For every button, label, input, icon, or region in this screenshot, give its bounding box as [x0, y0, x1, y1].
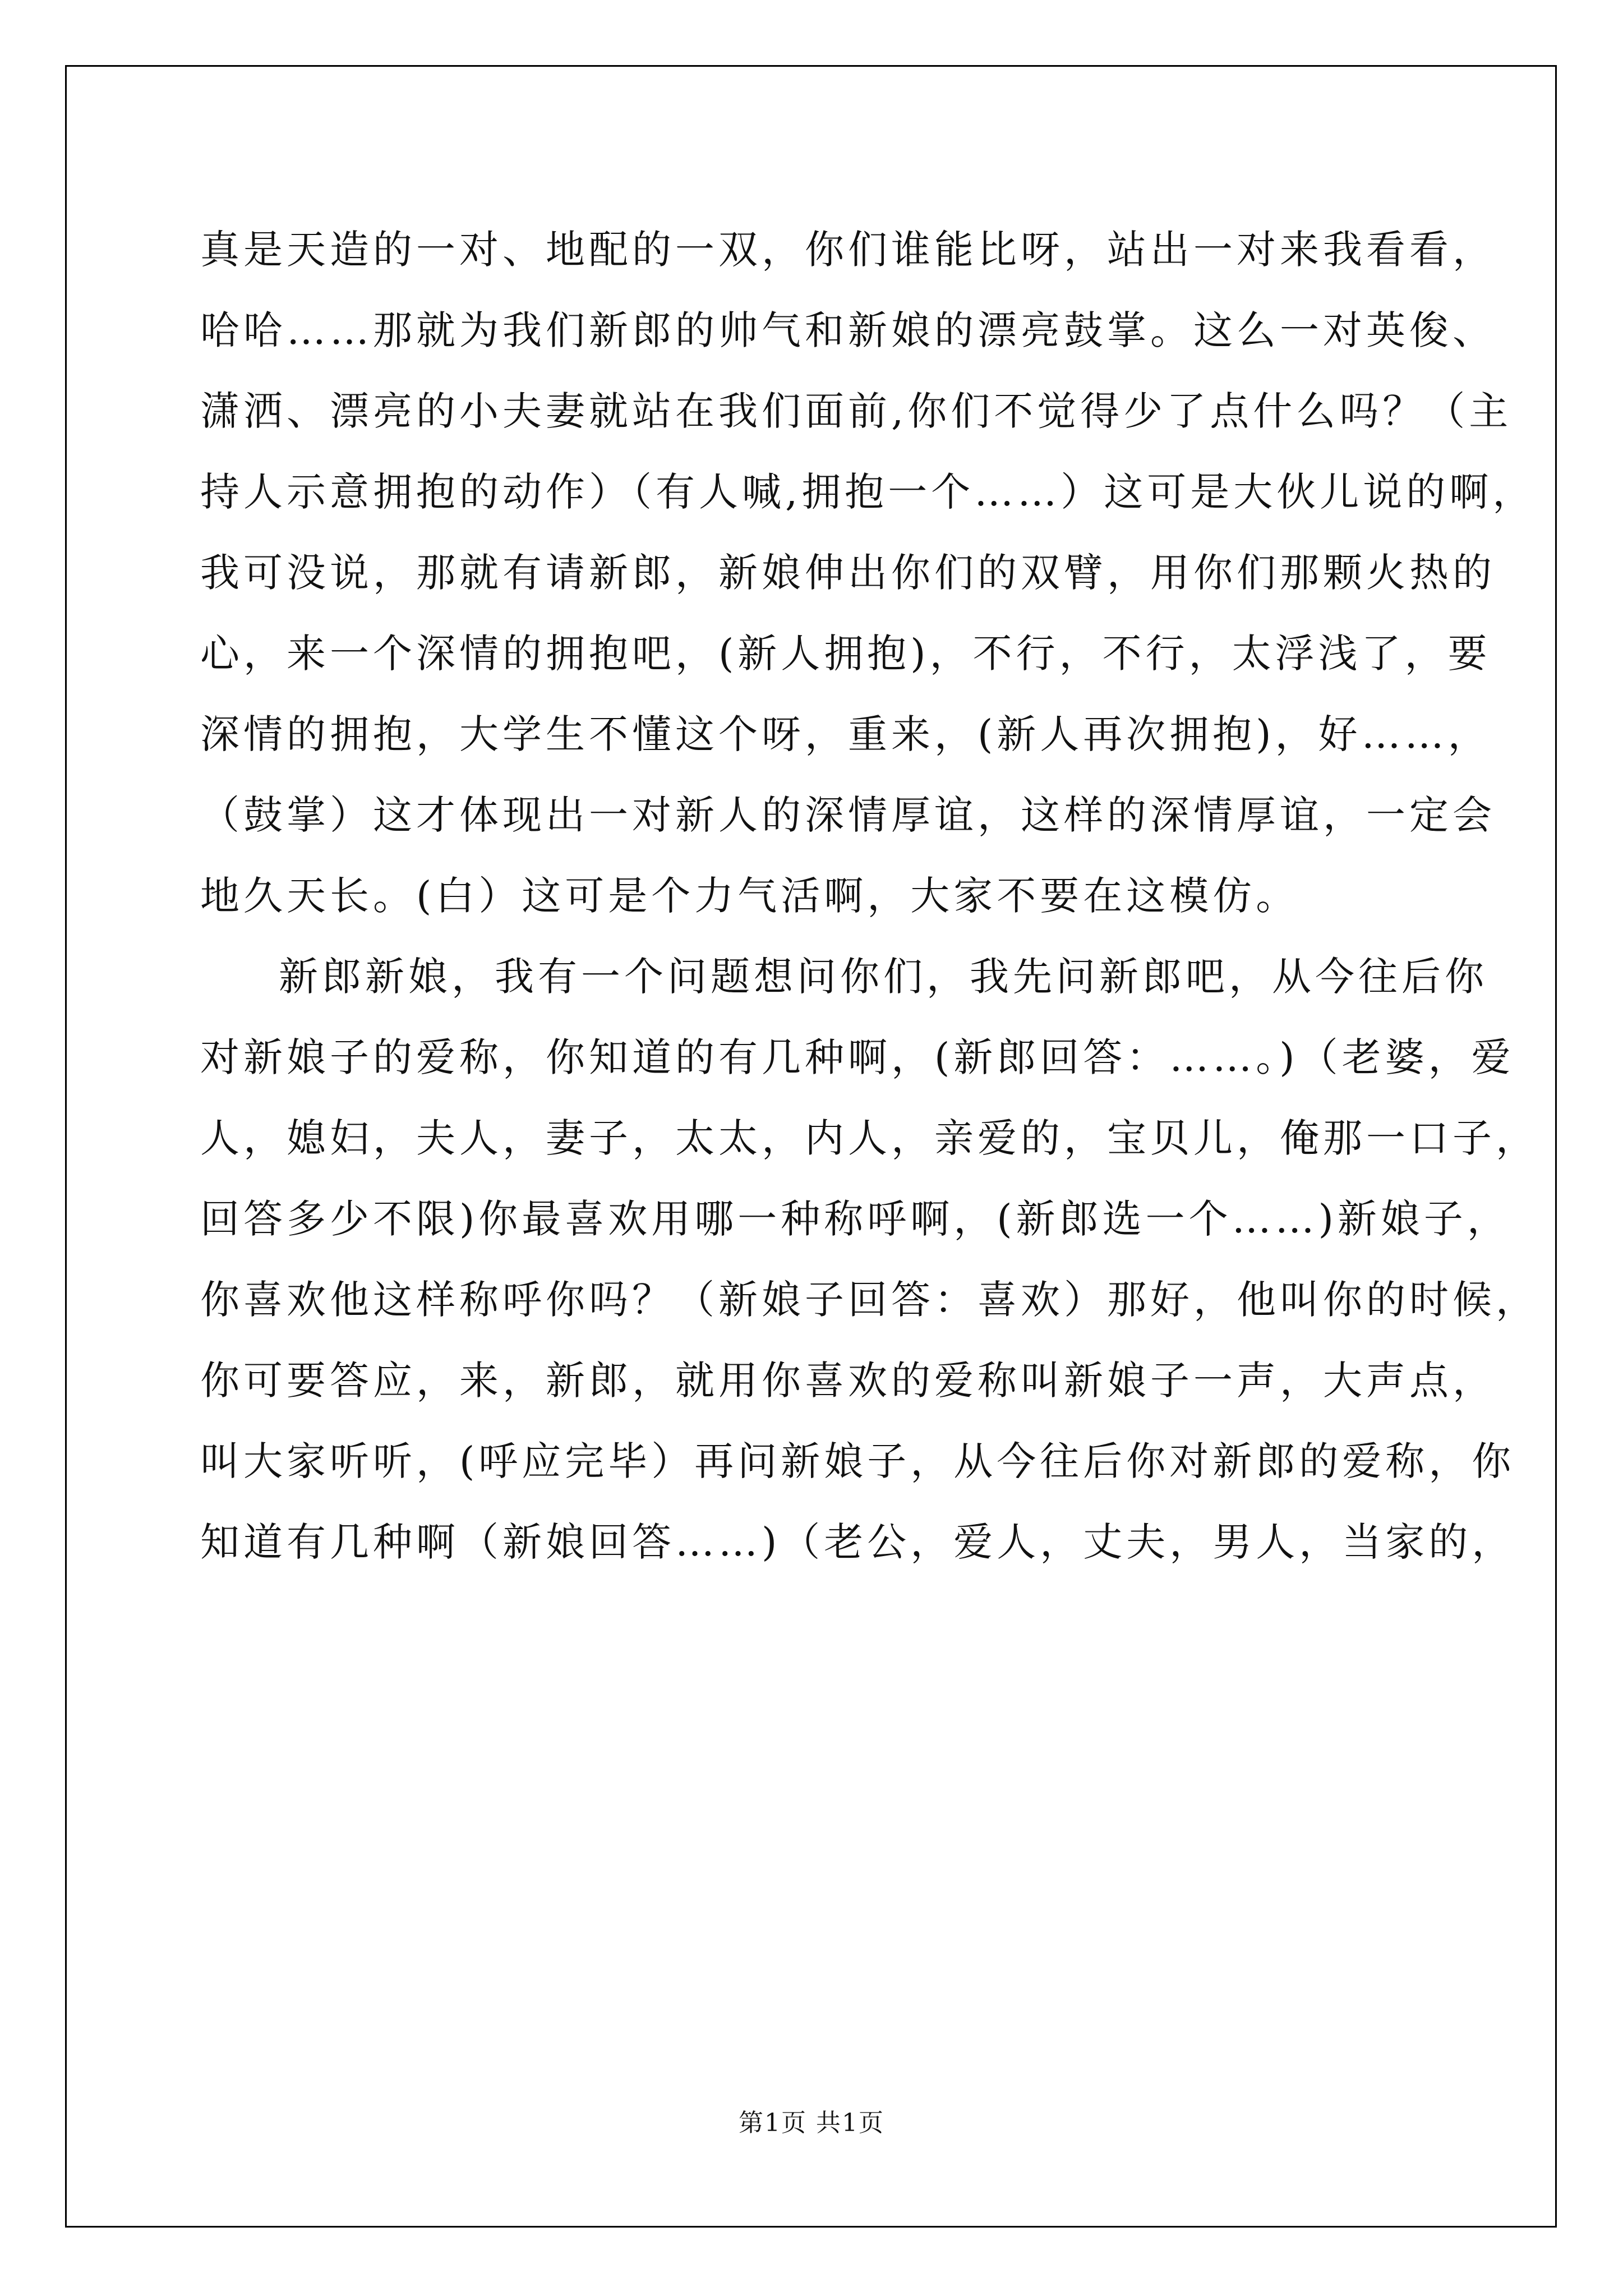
- paragraph-2-line-5: 你喜欢他这样称呼你吗？（新娘子回答：喜欢）那好，他叫你的时候，: [200, 1277, 1539, 1323]
- paragraph-1-line-2: 哈哈……那就为我们新郎的帅气和新娘的漂亮鼓掌。这么一对英俊、: [200, 307, 1496, 353]
- paragraph-1-line-1: 真是天造的一对、地配的一双，你们谁能比呀，站出一对来我看看，: [200, 227, 1496, 273]
- paragraph-2-line-8: 知道有几种啊（新娘回答……)（老公，爱人，丈夫，男人，当家的，: [200, 1519, 1515, 1565]
- paragraph-1-line-9: 地久天长。(白）这可是个力气活啊，大家不要在这模仿。: [200, 873, 1299, 919]
- paragraph-1-line-4: 持人示意拥抱的动作）（有人喊,拥抱一个……）这可是大伙儿说的啊，: [200, 469, 1536, 515]
- paragraph-2-line-4: 回答多少不限)你最喜欢用哪一种称呼啊，(新郎选一个……)新娘子，: [200, 1196, 1510, 1242]
- paragraph-2-line-3: 人，媳妇，夫人，妻子，太太，内人，亲爱的，宝贝儿，俺那一口子，: [200, 1115, 1539, 1161]
- paragraph-2-line-1: 新郎新娘，我有一个问题想问你们，我先问新郎吧，从今往后你: [279, 954, 1488, 1000]
- paragraph-2-line-7: 叫大家听听，(呼应完毕）再问新娘子，从今往后你对新郎的爱称，你: [200, 1438, 1515, 1484]
- paragraph-2-line-2: 对新娘子的爱称，你知道的有几种啊，(新郎回答：……。)（老婆，爱: [200, 1034, 1515, 1080]
- page-number-footer: 第1页 共1页: [739, 2109, 884, 2137]
- paragraph-1-line-8: （鼓掌）这才体现出一对新人的深情厚谊，这样的深情厚谊，一定会: [200, 792, 1496, 838]
- paragraph-1-line-7: 深情的拥抱，大学生不懂这个呀，重来，(新人再次拥抱)，好……，: [200, 711, 1491, 757]
- paragraph-1-line-5: 我可没说，那就有请新郎，新娘伸出你们的双臂，用你们那颗火热的: [200, 550, 1496, 596]
- paragraph-1-line-3: 潇洒、漂亮的小夫妻就站在我们面前,你们不觉得少了点什么吗？（主: [200, 388, 1513, 434]
- paragraph-2-line-6: 你可要答应，来，新郎，就用你喜欢的爱称叫新娘子一声，大声点，: [200, 1358, 1496, 1404]
- paragraph-1-line-6: 心，来一个深情的拥抱吧，(新人拥抱)，不行，不行，太浮浅了，要: [200, 631, 1491, 677]
